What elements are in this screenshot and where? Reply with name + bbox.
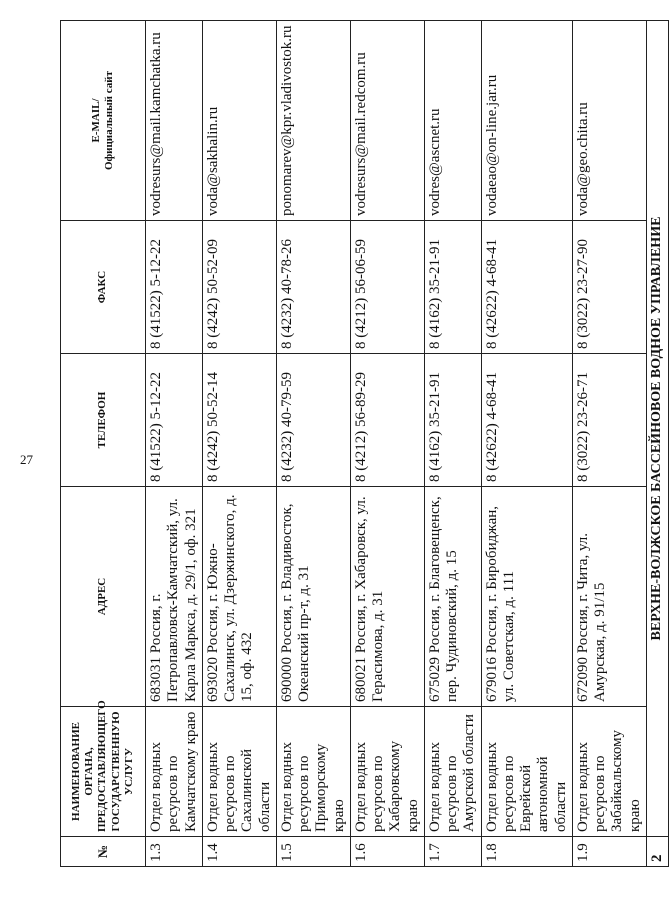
header-email-line: E-MAIL/ bbox=[89, 98, 102, 143]
header-email bbox=[61, 21, 146, 221]
table-row bbox=[202, 21, 276, 867]
fax: 8 (42622) 4-68-41 bbox=[481, 221, 572, 354]
fax: 8 (4242) 50-52-09 bbox=[202, 221, 276, 354]
organ-name: Отдел водных ресурсов по Забайкальскому краю bbox=[572, 707, 646, 837]
phone: 8 (41522) 5-12-22 bbox=[146, 354, 203, 487]
row-number: 1.3 bbox=[146, 837, 203, 867]
header-address: АДРЕС bbox=[61, 487, 146, 707]
email: ponomarev@kpr.vladivostok.ru bbox=[276, 21, 350, 221]
header-name-line: УСЛУГУ bbox=[122, 747, 135, 796]
phone: 8 (4242) 50-52-14 bbox=[202, 354, 276, 487]
phone: 8 (4162) 35-21-91 bbox=[424, 354, 481, 487]
fax: 8 (41522) 5-12-22 bbox=[146, 221, 203, 354]
table-header-row bbox=[61, 21, 146, 867]
table-row bbox=[350, 21, 424, 867]
row-number: 1.4 bbox=[202, 837, 276, 867]
section-row bbox=[646, 21, 668, 867]
email: voda@geo.chita.ru bbox=[572, 21, 646, 221]
fax: 8 (4232) 40-78-26 bbox=[276, 221, 350, 354]
email: vodresurs@mail.kamchatka.ru bbox=[146, 21, 203, 221]
header-email-line: Официальный сайт bbox=[103, 70, 115, 171]
header-organ-name bbox=[61, 700, 146, 837]
header-fax: ФАКС bbox=[61, 221, 146, 354]
email: voda@sakhalin.ru bbox=[202, 21, 276, 221]
fax: 8 (4212) 56-06-59 bbox=[350, 221, 424, 354]
section-title: ВЕРХНЕ-ВОЛЖСКОЕ БАССЕЙНОВОЕ ВОДНОЕ УПРАВЛЕНИЕ bbox=[646, 21, 668, 837]
organ-name: Отдел водных ресурсов по Хабаровскому краю bbox=[350, 707, 424, 837]
address: 675029 Россия, г. Благовещенск, пер. Чудиновский, д. 15 bbox=[424, 487, 481, 707]
address: 683031 Россия, г. Петропавловск-Камчатский, ул. Карла Маркса, д. 29/1, оф. 321 bbox=[146, 487, 203, 707]
address: 693020 Россия, г. Южно-Сахалинск, ул. Дзержинского, д. 15, оф. 432 bbox=[202, 487, 276, 707]
row-number: 1.5 bbox=[276, 837, 350, 867]
row-number: 1.6 bbox=[350, 837, 424, 867]
email: vodaeao@on-line.jar.ru bbox=[481, 21, 572, 221]
table-row bbox=[276, 21, 350, 867]
water-resources-table bbox=[60, 20, 669, 867]
rotated-table-container bbox=[60, 21, 665, 867]
header-name-line: ОРГАНА, bbox=[83, 747, 96, 796]
organ-name: Отдел водных ресурсов по Амурской области bbox=[424, 707, 481, 837]
phone: 8 (4232) 40-79-59 bbox=[276, 354, 350, 487]
table-row bbox=[146, 21, 203, 867]
fax: 8 (3022) 23-27-90 bbox=[572, 221, 646, 354]
organ-name: Отдел водных ресурсов по Приморскому краю bbox=[276, 707, 350, 837]
address: 672090 Россия, г. Чита, ул. Амурская, д. 91/15 bbox=[572, 487, 646, 707]
header-name-line: ПРЕДОСТАВЛЯЮЩЕГО bbox=[96, 700, 109, 832]
phone: 8 (4212) 56-89-29 bbox=[350, 354, 424, 487]
row-number: 1.7 bbox=[424, 837, 481, 867]
table-row bbox=[424, 21, 481, 867]
email: vodres@ascnet.ru bbox=[424, 21, 481, 221]
section-number: 2 bbox=[646, 837, 668, 867]
email: vodresurs@mail.redcom.ru bbox=[350, 21, 424, 221]
address: 679016 Россия, г. Биробиджан, ул. Советская, д. 111 bbox=[481, 487, 572, 707]
row-number: 1.8 bbox=[481, 837, 572, 867]
header-number: № bbox=[61, 837, 146, 867]
row-number: 1.9 bbox=[572, 837, 646, 867]
header-phone: ТЕЛЕФОН bbox=[61, 354, 146, 487]
organ-name: Отдел водных ресурсов по Камчатскому краю bbox=[146, 707, 203, 837]
organ-name: Отдел водных ресурсов по Еврейской автономной области bbox=[481, 707, 572, 837]
table-row bbox=[572, 21, 646, 867]
table-row bbox=[481, 21, 572, 867]
address: 680021 Россия, г. Хабаровск, ул. Герасимова, д. 31 bbox=[350, 487, 424, 707]
header-name-line: ГОСУДАРСТВЕННУЮ bbox=[109, 711, 122, 832]
header-name-line: НАИМЕНОВАНИЕ bbox=[70, 722, 83, 821]
address: 690000 Россия, г. Владивосток, Океанский пр-т, д. 31 bbox=[276, 487, 350, 707]
phone: 8 (42622) 4-68-41 bbox=[481, 354, 572, 487]
page-number: 27 bbox=[20, 452, 33, 467]
phone: 8 (3022) 23-26-71 bbox=[572, 354, 646, 487]
organ-name: Отдел водных ресурсов по Сахалинской области bbox=[202, 707, 276, 837]
fax: 8 (4162) 35-21-91 bbox=[424, 221, 481, 354]
